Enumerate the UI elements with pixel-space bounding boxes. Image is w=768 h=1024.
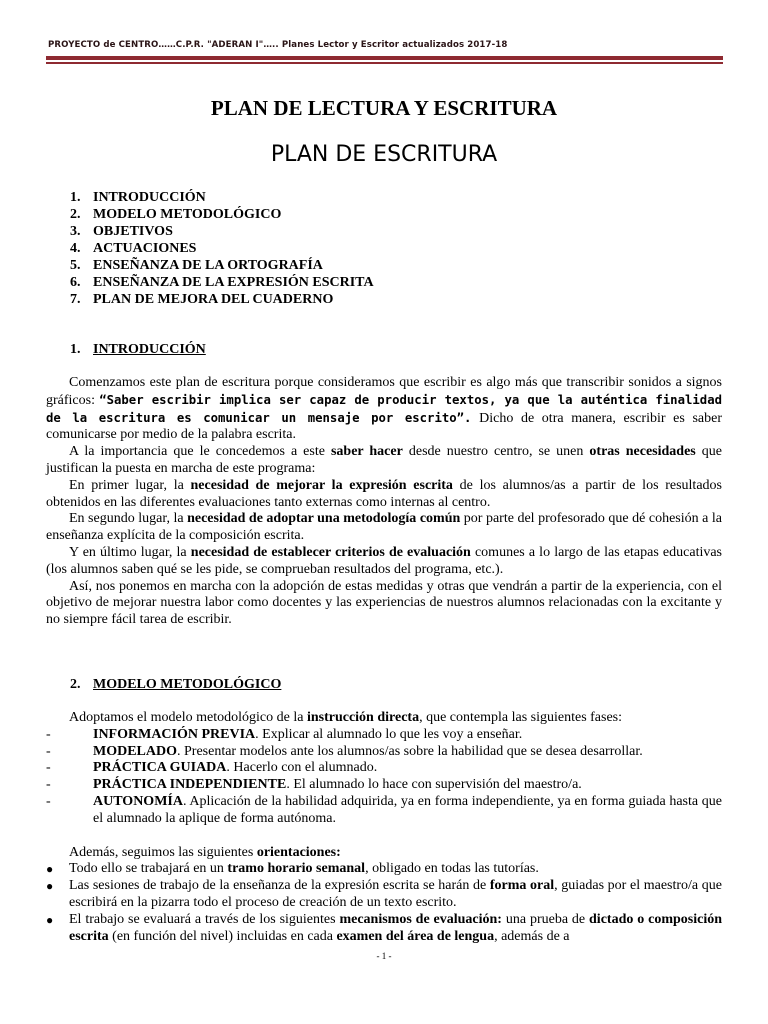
toc-item: [70, 240, 374, 257]
phase-name: PRÁCTICA GUIADA: [93, 760, 227, 776]
bold-text: dictado o composición escrita: [69, 911, 722, 944]
text: por parte del profesorado que dé cohesión a la enseñanza explícita de la composición escrita.: [46, 511, 722, 544]
toc-number: 5.: [70, 258, 81, 273]
text: de los alumnos/as a partir de los resultados obtenidos en las diferentes evaluaciones tanto externas como internas al centro.: [46, 477, 722, 510]
running-header: PROYECTO de CENTRO……C.P.R. "ADERAN I"….. Planes Lector y Escritor actualizados 2017-18: [48, 40, 508, 50]
header-rule-thin: [46, 62, 723, 64]
paragraph: [46, 478, 722, 512]
text: desde nuestro centro, se unen: [402, 444, 590, 460]
bold-text: orientaciones:: [256, 844, 341, 860]
section-heading-modelo-metodologico: [70, 676, 281, 693]
toc-item: [70, 257, 374, 274]
text: , guiadas por el maestro/a que escribirá en la pizarra todo el proceso de creación de un texto escrito.: [69, 878, 722, 910]
section-number: 2.: [70, 677, 81, 692]
list-item: [46, 760, 722, 777]
dash-marker: -: [46, 760, 51, 776]
header-rule-thick: [46, 56, 723, 60]
toc-label: ENSEÑANZA DE LA ORTOGRAFÍA: [93, 258, 323, 273]
paragraph: [46, 511, 722, 545]
dash-marker: -: [46, 777, 51, 793]
bold-text: instrucción directa: [306, 710, 420, 725]
phase-name: PRÁCTICA INDEPENDIENTE: [93, 777, 287, 793]
text: Adoptamos el modelo metodológico de la: [69, 710, 307, 725]
bold-text: saber hacer: [330, 444, 403, 460]
text: Además, seguimos las siguientes: [69, 844, 257, 860]
text: una prueba de: [501, 911, 590, 927]
text: , obligado en todas las tutorías.: [365, 861, 539, 877]
text: A la importancia que le concedemos a este: [69, 444, 331, 460]
text: , además de a: [494, 928, 570, 944]
bullet-icon: ●: [46, 862, 54, 877]
list-item: [46, 777, 722, 794]
text: Todo ello se trabajará en un: [69, 861, 228, 877]
list-item: [46, 794, 722, 828]
phase-name: AUTONOMÍA: [93, 793, 183, 809]
toc-label: INTRODUCCIÓN: [93, 190, 206, 205]
toc-number: 1.: [70, 190, 81, 205]
toc-label: ENSEÑANZA DE LA EXPRESIÓN ESCRITA: [93, 275, 374, 290]
text: En primer lugar, la: [69, 477, 191, 493]
toc-label: OBJETIVOS: [93, 224, 173, 239]
toc-label: MODELO METODOLÓGICO: [93, 207, 282, 222]
text: (en función del nivel) incluidas en cada: [108, 928, 337, 944]
introduction-body: [46, 375, 722, 629]
bullet-icon: ●: [46, 912, 54, 927]
text: comunes a lo largo de las etapas educativas (los alumnos saben qué se les pide, se comprueban resultados del programa, etc.).: [46, 544, 723, 577]
text: que justifican la puesta en marcha de este programa:: [46, 444, 723, 476]
toc-number: 3.: [70, 224, 81, 239]
toc-item: [70, 206, 374, 223]
phase-text: . El alumnado lo hace con supervisión del maestro/a.: [286, 777, 582, 793]
toc-item: [70, 189, 374, 206]
dash-marker: -: [46, 726, 51, 742]
bold-text: necesidad de adoptar una metodología común: [187, 511, 461, 527]
paragraph: [46, 710, 722, 727]
text: Comenzamos este plan de escritura porque consideramos que escribir es algo más que transcribir sonidos a signos gráficos:: [46, 375, 722, 408]
toc-item: [70, 291, 374, 308]
text: Dicho de otra manera, escribir es saber comunicarse por medio de la palabra escrita.: [46, 410, 722, 443]
bold-text: necesidad de mejorar la expresión escrita: [190, 477, 453, 493]
main-title: PLAN DE LECTURA Y ESCRITURA: [210, 96, 558, 120]
phase-name: MODELADO: [93, 743, 177, 759]
list-item: [46, 744, 722, 761]
section-title: MODELO METODOLÓGICO: [93, 677, 282, 692]
text: Las sesiones de trabajo de la enseñanza de la expresión escrita se harán de: [69, 878, 490, 894]
bold-text: otras necesidades: [589, 444, 696, 460]
phase-text: . Explicar al alumnado lo que les voy a enseñar.: [255, 726, 523, 742]
text: En segundo lugar, la: [69, 511, 188, 527]
paragraph: [46, 845, 722, 862]
toc-number: 4.: [70, 241, 81, 256]
toc-item: [70, 274, 374, 291]
dash-marker: -: [46, 793, 51, 809]
toc-label: PLAN DE MEJORA DEL CUADERNO: [93, 292, 334, 307]
phase-text: . Aplicación de la habilidad adquirida, ya en forma independiente, ya en forma guiada hasta que el alumnado la aplique de forma autónoma.: [93, 793, 722, 826]
section-number: 1.: [70, 342, 81, 357]
page-number: - 1 -: [376, 951, 392, 961]
text: El trabajo se evaluará a través de los siguientes: [69, 911, 340, 927]
bold-text: necesidad de establecer criterios de evaluación: [190, 544, 471, 560]
orientations-list: [46, 861, 722, 945]
paragraph: [46, 444, 722, 478]
bullet-icon: ●: [46, 879, 54, 894]
list-item: [46, 878, 722, 912]
bold-text: examen del área de lengua: [336, 928, 495, 944]
list-item: [46, 727, 722, 744]
toc-number: 2.: [70, 207, 81, 222]
paragraph: [46, 375, 722, 444]
paragraph: Así, nos ponemos en marcha con la adopción de estas medidas y otras que vendrán a partir de la experiencia, con el objetivo de mejorar nuestra labor como docentes y las experiencias de nuestros alumnos relacionadas con la excitante y no siempre fácil tarea de escribir.: [46, 578, 722, 628]
subtitle: PLAN DE ESCRITURA: [270, 142, 498, 167]
toc-number: 6.: [70, 275, 81, 290]
bold-text: mecanismos de evaluación:: [339, 911, 502, 927]
methodology-body: [46, 710, 722, 945]
quote: “Saber escribir implica ser capaz de producir textos, ya que la auténtica finalidad de la escritura es comunicar un mensaje por escrito”.: [46, 392, 723, 425]
text: , que contempla las siguientes fases:: [419, 710, 623, 725]
section-title: INTRODUCCIÓN: [93, 342, 206, 357]
toc-number: 7.: [70, 292, 81, 307]
paragraph: [46, 545, 722, 579]
dash-marker: -: [46, 743, 51, 759]
text: Y en último lugar, la: [69, 544, 191, 560]
phase-text: . Presentar modelos ante los alumnos/as sobre la habilidad que se desea desarrollar.: [177, 743, 643, 759]
phase-name: INFORMACIÓN PREVIA: [93, 726, 256, 742]
bold-text: tramo horario semanal: [227, 861, 366, 877]
bold-text: forma oral: [489, 878, 555, 894]
phase-text: . Hacerlo con el alumnado.: [226, 760, 378, 776]
phases-list: [46, 727, 722, 828]
toc-label: ACTUACIONES: [93, 241, 197, 256]
table-of-contents: [70, 189, 374, 308]
list-item: [46, 912, 722, 946]
section-heading-introduccion: [70, 341, 206, 358]
list-item: [46, 861, 722, 878]
toc-item: [70, 223, 374, 240]
